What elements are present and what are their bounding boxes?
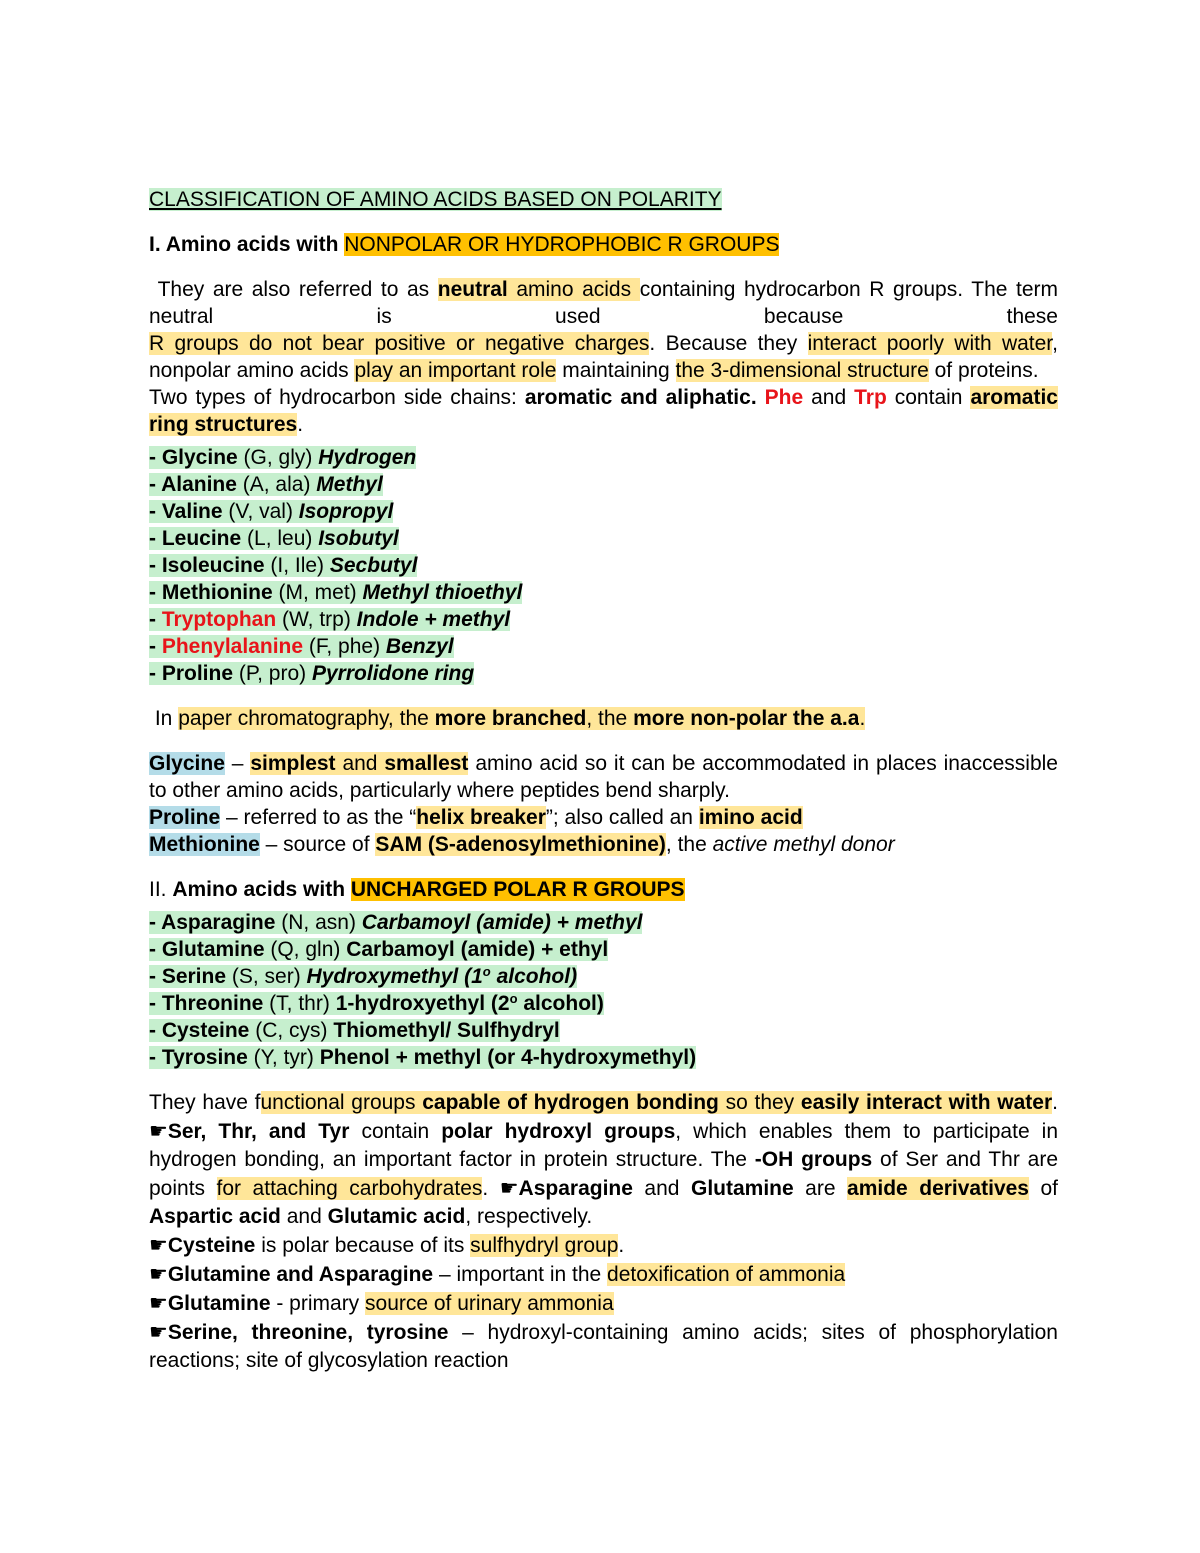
pointing-hand-icon: ☛ (149, 1233, 168, 1257)
amino-acid-name: Serine (161, 965, 227, 988)
pointing-hand-icon: ☛ (149, 1119, 168, 1143)
hydroxyl-note: ☛Serine, threonine, tyrosine – hydroxyl-containing amino acids; sites of phosphorylation reactions; site of glycosylation reaction (149, 1320, 1058, 1372)
glycine-note: Glycine – simplest and smallest amino acid so it can be accommodated in places inaccessible to other amino acids, particularly where peptides bend sharply. (149, 752, 1058, 802)
r-group: Hydroxymethyl (1$^o$ alcohol) (306, 964, 578, 988)
amino-acid-name: Leucine (161, 527, 242, 550)
amino-acid-code: (M, met) (272, 581, 363, 604)
amino-acid-entry: - Glutamine (Q, gln) Carbamoyl (amide) + ethyl (149, 938, 609, 961)
section2-highlight: UNCHARGED POLAR R GROUPS (350, 878, 685, 901)
amino-acid-entry: - Leucine (L, leu) Isobutyl (149, 527, 399, 550)
amino-acid-code: (F, phe) (303, 635, 386, 658)
amino-acid-row (149, 444, 1058, 471)
r-group: Thiomethyl/ Sulfhydryl (333, 1019, 560, 1042)
proline-note: Proline – referred to as the “helix breaker”; also called an imino acid (149, 806, 803, 829)
amino-acid-entry: - Proline (P, pro) Pyrrolidone ring (149, 662, 475, 685)
amino-acid-name: Valine (161, 500, 223, 523)
section1-paragraph-1: They are also referred to as neutral amino acids containing hydrocarbon R groups. The term neutral is used because these (149, 278, 1059, 328)
amino-acid-entry: - Isoleucine (I, Ile) Secbutyl (149, 554, 418, 577)
pointing-hand-icon: ☛ (149, 1320, 168, 1344)
r-group: Benzyl (385, 635, 454, 658)
amino-acid-row (149, 1017, 1058, 1044)
amino-acid-name: Alanine (161, 473, 237, 496)
amino-acid-code: (N, asn) (275, 911, 362, 934)
amino-acid-name: Methionine (161, 581, 273, 604)
amino-acid-row (149, 471, 1058, 498)
pointing-hand-icon: ☛ (499, 1176, 519, 1200)
polar-amino-acid-list (149, 909, 1058, 1071)
amino-acid-name: Cysteine (161, 1019, 250, 1042)
pointing-hand-icon: ☛ (149, 1262, 168, 1286)
amino-acid-name: Asparagine (161, 911, 276, 934)
amino-acid-entry: - Tryptophan (W, trp) Indole + methyl (149, 608, 511, 631)
amino-acid-name: Glycine (161, 446, 238, 469)
amino-acid-row (149, 633, 1058, 660)
hand-bullet-item: ☛Glutamine and Asparagine – important in the detoxification of ammonia (149, 1262, 846, 1286)
amino-acid-name: Glutamine (161, 938, 265, 961)
amino-acid-entry: - Tyrosine (Y, tyr) Phenol + methyl (or 4-hydroxymethyl) (149, 1046, 697, 1069)
amino-acid-code: (W, trp) (276, 608, 357, 631)
r-group: Methyl thioethyl (362, 581, 523, 604)
amino-acid-code: (G, gly) (237, 446, 319, 469)
amino-acid-row (149, 660, 1058, 687)
title-text: CLASSIFICATION OF AMINO ACIDS BASED ON POLARITY (149, 188, 722, 211)
r-group: Carbamoyl (amide) + ethyl (346, 938, 609, 961)
amino-acid-name: Isoleucine (161, 554, 265, 577)
amino-acid-entry: - Phenylalanine (F, phe) Benzyl (149, 635, 454, 658)
amino-acid-entry: - Valine (V, val) Isopropyl (149, 500, 394, 523)
amino-acid-entry: - Methionine (M, met) Methyl thioethyl (149, 581, 523, 604)
amino-acid-entry: - Alanine (A, ala) Methyl (149, 473, 383, 496)
amino-acid-row (149, 525, 1058, 552)
r-group: Isopropyl (298, 500, 394, 523)
amino-acid-code: (I, Ile) (264, 554, 330, 577)
r-group: Indole + methyl (356, 608, 511, 631)
section2-paragraph-1: They have functional groups capable of hydrogen bonding so they easily interact with water. ☛Ser, Thr, and Tyr contain polar hydroxyl groups, which enables them to participate in hydrogen bonding, an important factor in protein structure. The -OH groups of Ser and Thr are points for attaching carbohydrates. ☛Asparagine and Glutamine are amide derivatives of Aspartic acid and Glutamic acid, respectively. (149, 1091, 1059, 1228)
nonpolar-amino-acid-list (149, 444, 1058, 687)
amino-acid-code: (T, thr) (263, 992, 336, 1015)
r-group: 1-hydroxyethyl (2$^o$ alcohol) (335, 991, 604, 1015)
amino-acid-row (149, 909, 1058, 936)
amino-acid-name: Proline (161, 662, 234, 685)
amino-acid-code: (L, leu) (241, 527, 319, 550)
r-group: Phenol + methyl (or 4-hydroxymethyl) (319, 1046, 697, 1069)
r-group: Isobutyl (318, 527, 399, 550)
amino-acid-row (149, 990, 1058, 1017)
section1-heading: I. Amino acids with NONPOLAR OR HYDROPHOBIC R GROUPS (149, 233, 780, 256)
section1-highlight: NONPOLAR OR HYDROPHOBIC R GROUPS (344, 233, 780, 256)
hand-bullet-item: ☛Cysteine is polar because of its sulfhydryl group. (149, 1233, 625, 1257)
amino-acid-entry: - Serine (S, ser) Hydroxymethyl (1$^o$ alcohol) (149, 964, 578, 988)
amino-acid-code: (V, val) (222, 500, 299, 523)
amino-acid-row (149, 606, 1058, 633)
amino-acid-entry: - Glycine (G, gly) Hydrogen (149, 446, 417, 469)
hand-bullet-item: ☛Glutamine - primary source of urinary ammonia (149, 1291, 614, 1315)
amino-acid-entry: - Cysteine (C, cys) Thiomethyl/ Sulfhydryl (149, 1019, 560, 1042)
amino-acid-name: Phenylalanine (161, 635, 304, 658)
page-title (149, 186, 1058, 213)
methionine-note: Methionine – source of SAM (S-adenosylmethionine), the active methyl donor (149, 833, 895, 856)
amino-acid-row (149, 1044, 1058, 1071)
amino-acid-row (149, 498, 1058, 525)
amino-acid-code: (A, ala) (236, 473, 317, 496)
amino-acid-code: (P, pro) (233, 662, 312, 685)
r-group: Pyrrolidone ring (312, 662, 475, 685)
section2-heading: II. Amino acids with UNCHARGED POLAR R GROUPS (149, 878, 685, 901)
amino-acid-row (149, 963, 1058, 990)
hand-bullet-list (149, 1231, 1058, 1318)
chromatography-note: In paper chromatography, the more branched, the more non-polar the a.a. (154, 707, 866, 730)
amino-acid-code: (Y, tyr) (247, 1046, 320, 1069)
amino-acid-row (149, 552, 1058, 579)
amino-acid-code: (S, ser) (226, 965, 307, 988)
amino-acid-row (149, 579, 1058, 606)
pointing-hand-icon: ☛ (149, 1291, 168, 1315)
r-group: Methyl (316, 473, 383, 496)
amino-acid-name: Tryptophan (161, 608, 277, 631)
amino-acid-row (149, 936, 1058, 963)
r-group: Carbamoyl (amide) + methyl (361, 911, 643, 934)
section1-paragraph-1b: R groups do not bear positive or negative charges. Because they interact poorly with water, nonpolar amino acids play an important role maintaining the 3-dimensional structure of proteins. (149, 332, 1058, 382)
r-group: Secbutyl (329, 554, 418, 577)
amino-acid-name: Tyrosine (161, 1046, 248, 1069)
section1-paragraph-2: Two types of hydrocarbon side chains: aromatic and aliphatic. Phe and Trp contain aromatic ring structures. (149, 386, 1058, 436)
amino-acid-entry: - Asparagine (N, asn) Carbamoyl (amide) + methyl (149, 911, 643, 934)
amino-acid-name: Threonine (161, 992, 264, 1015)
amino-acid-code: (Q, gln) (264, 938, 347, 961)
r-group: Hydrogen (318, 446, 417, 469)
amino-acid-code: (C, cys) (249, 1019, 334, 1042)
amino-acid-entry: - Threonine (T, thr) 1-hydroxyethyl (2$^o$ alcohol) (149, 991, 604, 1015)
document-page (149, 186, 1058, 1375)
